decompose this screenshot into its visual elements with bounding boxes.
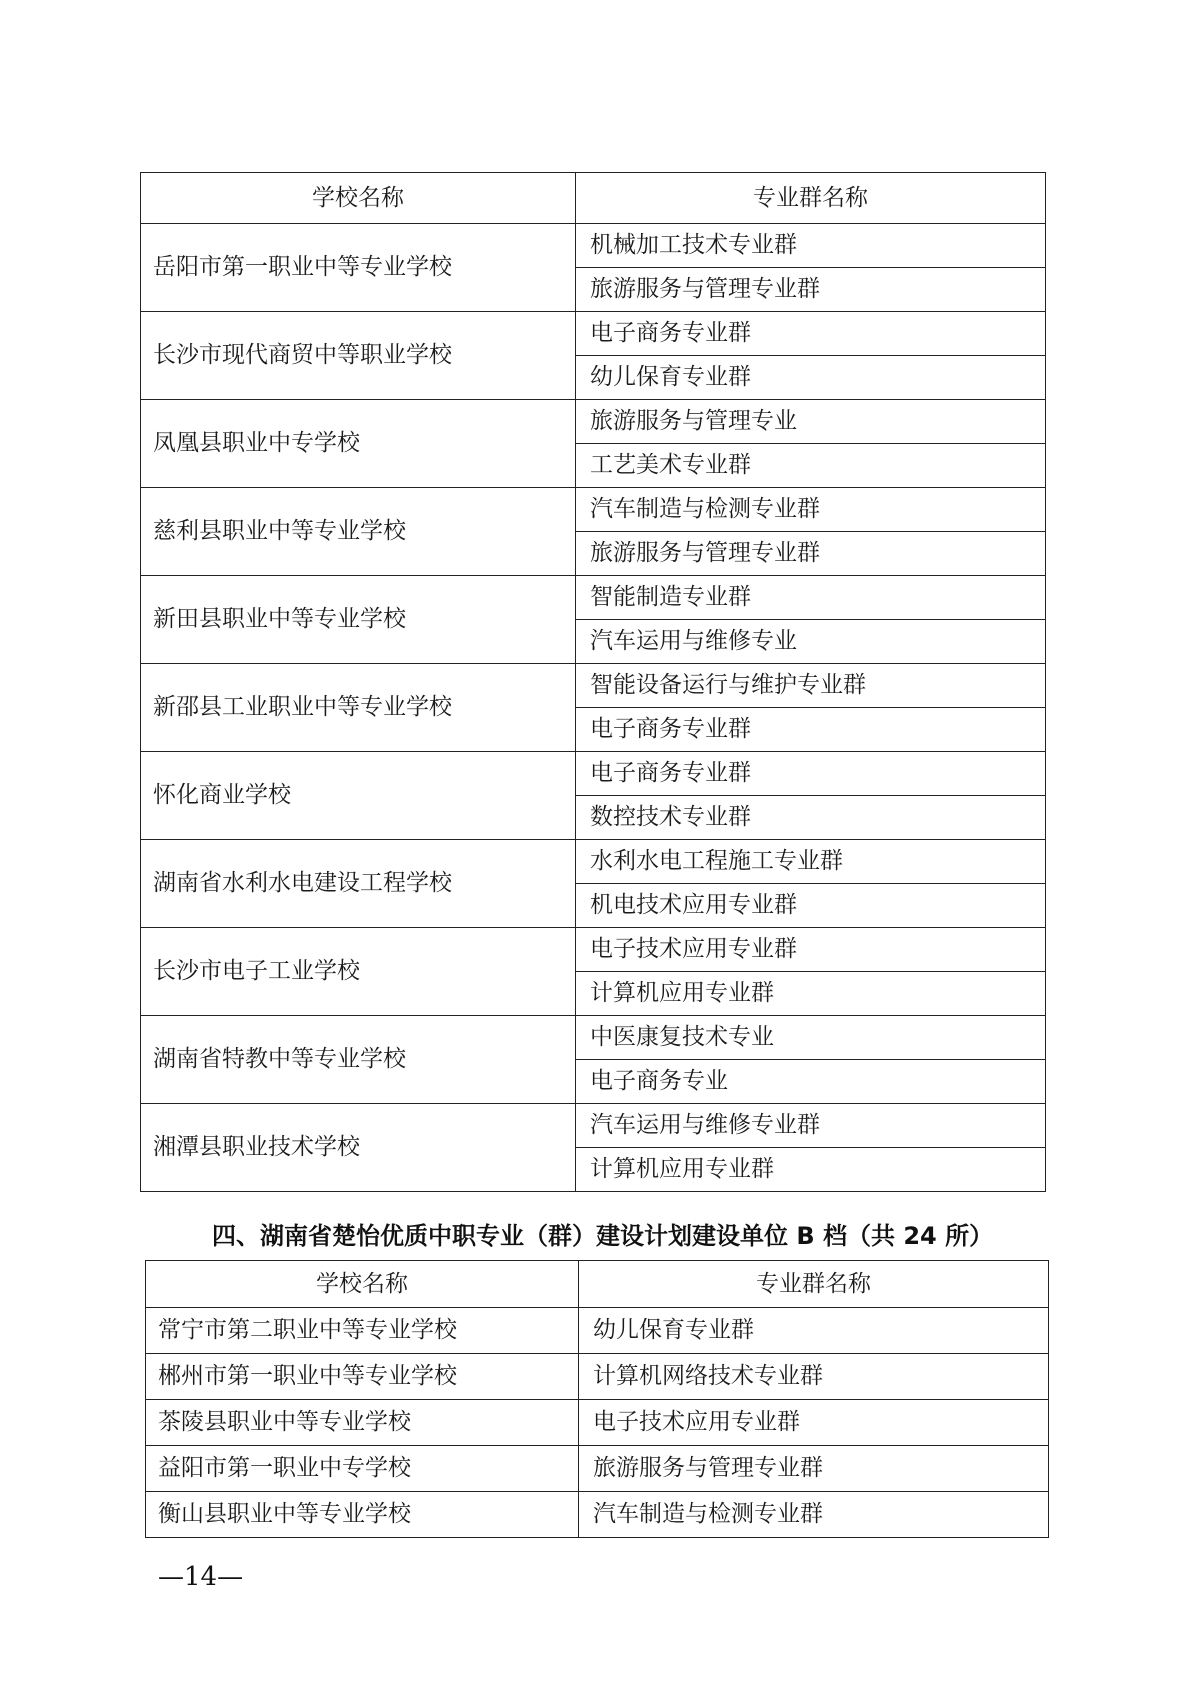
page-number: —14— bbox=[158, 1562, 244, 1592]
major-group-cell: 电子商务专业群 bbox=[576, 752, 1046, 796]
school-name-cell: 茶陵县职业中等专业学校 bbox=[146, 1400, 579, 1446]
header-major-group-name: 专业群名称 bbox=[579, 1261, 1049, 1308]
school-name-cell: 常宁市第二职业中等专业学校 bbox=[146, 1308, 579, 1354]
major-group-cell: 计算机网络技术专业群 bbox=[579, 1354, 1049, 1400]
major-group-cell: 数控技术专业群 bbox=[576, 796, 1046, 840]
header-school-name: 学校名称 bbox=[146, 1261, 579, 1308]
table-row bbox=[141, 928, 1046, 972]
major-group-cell: 电子商务专业群 bbox=[576, 312, 1046, 356]
table-header-row bbox=[141, 173, 1046, 224]
school-name-cell: 湖南省特教中等专业学校 bbox=[141, 1016, 576, 1104]
major-group-cell: 旅游服务与管理专业 bbox=[576, 400, 1046, 444]
school-name-cell: 郴州市第一职业中等专业学校 bbox=[146, 1354, 579, 1400]
major-group-cell: 电子商务专业群 bbox=[576, 708, 1046, 752]
table-row bbox=[146, 1400, 1049, 1446]
school-name-cell: 凤凰县职业中专学校 bbox=[141, 400, 576, 488]
table-header-row bbox=[146, 1261, 1049, 1308]
table-row bbox=[141, 312, 1046, 356]
table-row bbox=[141, 400, 1046, 444]
major-group-cell: 计算机应用专业群 bbox=[576, 1148, 1046, 1192]
major-group-cell: 汽车制造与检测专业群 bbox=[576, 488, 1046, 532]
table-row bbox=[141, 1016, 1046, 1060]
table-row bbox=[146, 1308, 1049, 1354]
table-row bbox=[146, 1446, 1049, 1492]
table-row bbox=[141, 488, 1046, 532]
major-group-cell: 旅游服务与管理专业群 bbox=[579, 1446, 1049, 1492]
major-group-cell: 旅游服务与管理专业群 bbox=[576, 268, 1046, 312]
header-school-name: 学校名称 bbox=[141, 173, 576, 224]
school-name-cell: 长沙市现代商贸中等职业学校 bbox=[141, 312, 576, 400]
school-major-table-a bbox=[140, 172, 1046, 1192]
table-row bbox=[141, 224, 1046, 268]
header-major-group-name: 专业群名称 bbox=[576, 173, 1046, 224]
school-name-cell: 慈利县职业中等专业学校 bbox=[141, 488, 576, 576]
major-group-cell: 电子技术应用专业群 bbox=[576, 928, 1046, 972]
school-name-cell: 新田县职业中等专业学校 bbox=[141, 576, 576, 664]
major-group-cell: 机电技术应用专业群 bbox=[576, 884, 1046, 928]
school-name-cell: 长沙市电子工业学校 bbox=[141, 928, 576, 1016]
table-row bbox=[141, 1104, 1046, 1148]
major-group-cell: 汽车运用与维修专业 bbox=[576, 620, 1046, 664]
section-heading: 四、湖南省楚怡优质中职专业（群）建设计划建设单位 B 档（共 24 所） bbox=[212, 1222, 994, 1250]
school-name-cell: 新邵县工业职业中等专业学校 bbox=[141, 664, 576, 752]
major-group-cell: 幼儿保育专业群 bbox=[579, 1308, 1049, 1354]
major-group-cell: 机械加工技术专业群 bbox=[576, 224, 1046, 268]
table-row bbox=[146, 1492, 1049, 1538]
table-row bbox=[141, 752, 1046, 796]
major-group-cell: 旅游服务与管理专业群 bbox=[576, 532, 1046, 576]
school-name-cell: 岳阳市第一职业中等专业学校 bbox=[141, 224, 576, 312]
school-major-table-b bbox=[145, 1260, 1049, 1538]
school-name-cell: 湘潭县职业技术学校 bbox=[141, 1104, 576, 1192]
major-group-cell: 汽车运用与维修专业群 bbox=[576, 1104, 1046, 1148]
major-group-cell: 电子技术应用专业群 bbox=[579, 1400, 1049, 1446]
major-group-cell: 电子商务专业 bbox=[576, 1060, 1046, 1104]
major-group-cell: 中医康复技术专业 bbox=[576, 1016, 1046, 1060]
major-group-cell: 智能设备运行与维护专业群 bbox=[576, 664, 1046, 708]
school-name-cell: 益阳市第一职业中专学校 bbox=[146, 1446, 579, 1492]
school-name-cell: 湖南省水利水电建设工程学校 bbox=[141, 840, 576, 928]
school-name-cell: 衡山县职业中等专业学校 bbox=[146, 1492, 579, 1538]
table-row bbox=[141, 664, 1046, 708]
major-group-cell: 计算机应用专业群 bbox=[576, 972, 1046, 1016]
major-group-cell: 智能制造专业群 bbox=[576, 576, 1046, 620]
table-row bbox=[141, 576, 1046, 620]
major-group-cell: 水利水电工程施工专业群 bbox=[576, 840, 1046, 884]
major-group-cell: 汽车制造与检测专业群 bbox=[579, 1492, 1049, 1538]
major-group-cell: 幼儿保育专业群 bbox=[576, 356, 1046, 400]
school-name-cell: 怀化商业学校 bbox=[141, 752, 576, 840]
table-row bbox=[141, 840, 1046, 884]
table-row bbox=[146, 1354, 1049, 1400]
major-group-cell: 工艺美术专业群 bbox=[576, 444, 1046, 488]
